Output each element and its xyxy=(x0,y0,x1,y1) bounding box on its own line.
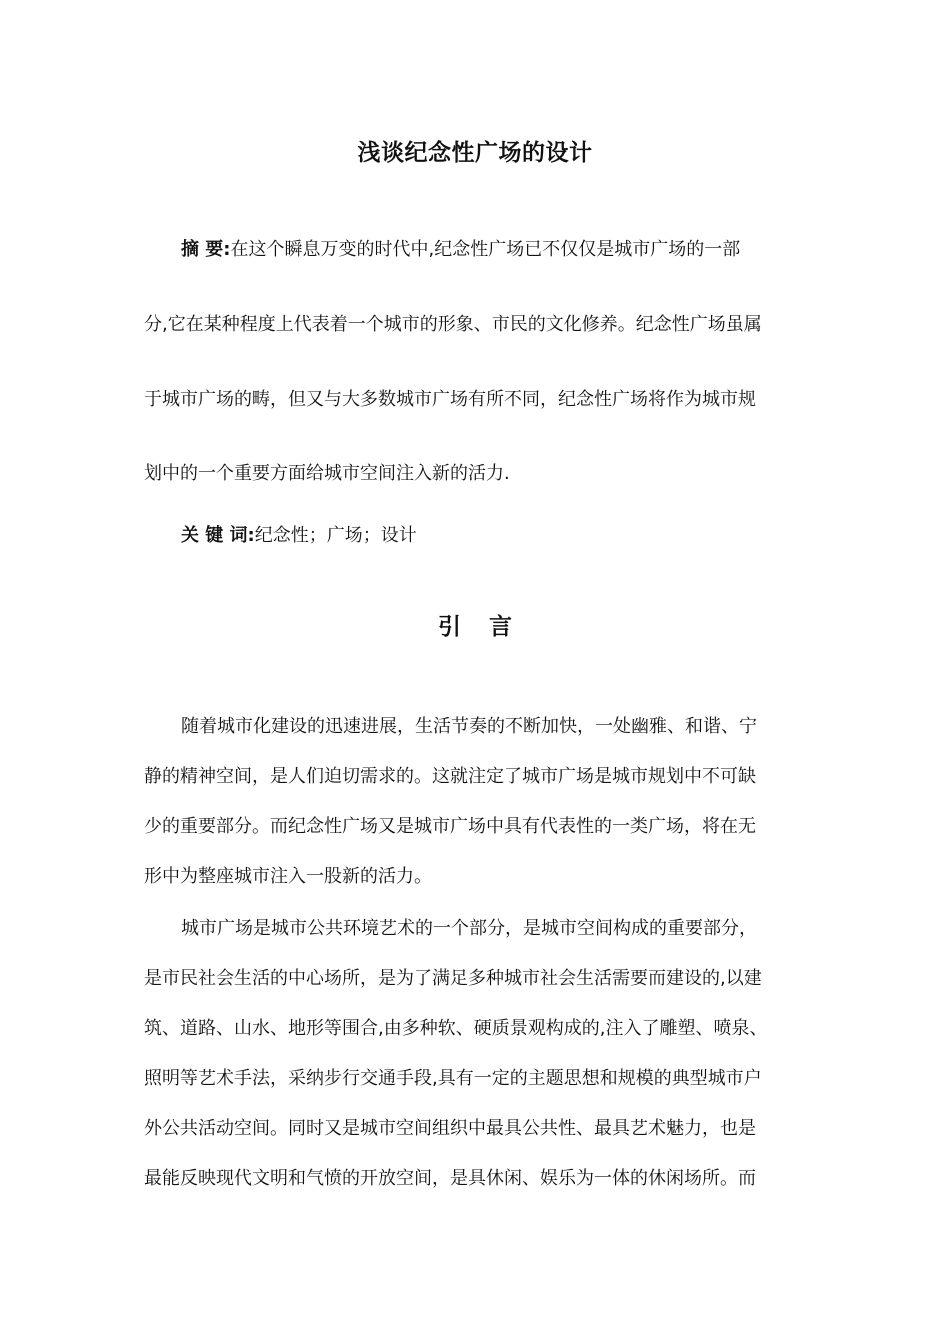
abstract-text: 在这个瞬息万变的时代中,纪念性广场已不仅仅是城市广场的一部 xyxy=(230,239,741,260)
paragraph-2-line-1: 城市广场是城市公共环境艺术的一个部分，是城市空间构成的重要部分， xyxy=(181,918,757,939)
abstract-line-4: 划中的一个重要方面给城市空间注入新的活力. xyxy=(144,463,510,484)
abstract-line-3: 于城市广场的畴，但又与大多数城市广场有所不同，纪念性广场将作为城市规 xyxy=(144,389,756,410)
keywords-label: 关 键 词: xyxy=(181,525,255,546)
paragraph-1-line-2: 静的精神空间，是人们迫切需求的。这就注定了城市广场是城市规划中不可缺 xyxy=(144,766,756,787)
document-title: 浅谈纪念性广场的设计 xyxy=(357,140,593,166)
paragraph-2-line-2: 是市民社会生活的中心场所，是为了满足多种城市社会生活需要而建设的,以建 xyxy=(144,968,762,989)
abstract-line-1 xyxy=(181,238,861,262)
paragraph-1-line-1: 随着城市化建设的迅速进展，生活节奏的不断加快，一处幽雅、和谐、宁 xyxy=(181,716,757,737)
paragraph-2-line-5: 外公共活动空间。同时又是城市空间组织中最具公共性、最具艺术魅力，也是 xyxy=(144,1118,756,1139)
abstract-label: 摘 要: xyxy=(181,239,231,260)
keywords-value: 纪念性；广场；设计 xyxy=(254,525,417,546)
keywords-line xyxy=(181,524,861,548)
section-title-introduction: 引言 xyxy=(438,614,540,640)
paragraph-1-line-3: 少的重要部分。而纪念性广场又是城市广场中具有代表性的一类广场，将在无 xyxy=(144,816,756,837)
abstract-line-2: 分,它在某种程度上代表着一个城市的形象、市民的文化修养。纪念性广场虽属 xyxy=(144,314,762,335)
paragraph-2-line-3: 筑、道路、山水、地形等围合,由多种软、硬质景观构成的,注入了雕塑、喷泉、 xyxy=(144,1018,768,1039)
paragraph-2-line-4: 照明等艺术手法，采纳步行交通手段,具有一定的主题思想和规模的典型城市户 xyxy=(144,1068,762,1089)
paragraph-1-line-4: 形中为整座城市注入一股新的活力。 xyxy=(144,866,432,887)
paragraph-2-line-6: 最能反映现代文明和气愤的开放空间，是具休闲、娱乐为一体的休闲场所。而 xyxy=(144,1168,756,1189)
